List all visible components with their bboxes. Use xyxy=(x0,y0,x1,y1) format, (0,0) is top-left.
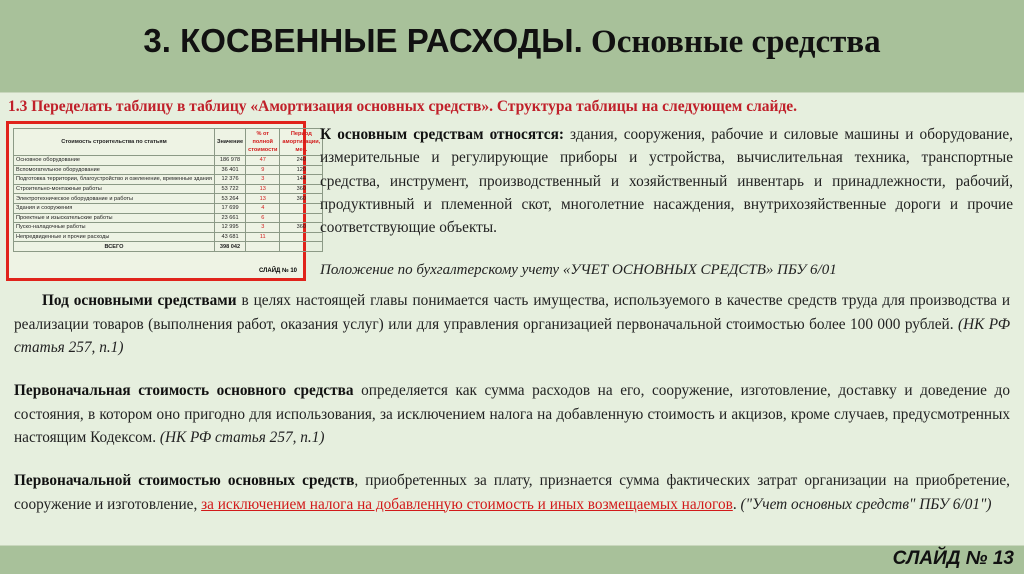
table-row xyxy=(14,203,323,213)
table-row xyxy=(14,232,323,242)
p1-text: в целях настоящей главы понимается часть имущества, используемого в качестве средств труда для производства и реализации товаров (выполнения работ, оказания услуг) или для управления организацией первоначальной стоимостью более 100 000 рублей. xyxy=(14,292,1011,333)
table-cell: Электротехническое оборудование и работы xyxy=(14,194,215,204)
table-row xyxy=(14,156,323,166)
table-cell xyxy=(280,203,323,213)
thumb-slide-label: СЛАЙД № 10 xyxy=(258,268,297,274)
p3-red-link: за исключением налога на добавленную стоимость и иных возмещаемых налогов xyxy=(201,495,733,513)
table-row xyxy=(14,165,323,175)
table-cell: 398 042 xyxy=(214,242,245,252)
th-item: Стоимость строительства по статьям xyxy=(14,129,215,156)
table-cell: 360 xyxy=(280,194,323,204)
table-cell: 12 376 xyxy=(214,175,245,185)
intro-text: здания, сооружения, рабочие и силовые машины и оборудование, измерительные и регулирующие приборы и устройства, вычислительная техника, транспортные средства, инструмент, производственный и хозяйственный инвентарь и принадлежности, рабочий, продуктивный и племенной скот, многолетние насаждения, внутрихозяйственные дороги и прочие соответствующие объекты. xyxy=(320,126,1013,237)
p2-bold: Первоначальная стоимость основного средства xyxy=(14,382,354,399)
table-cell: 47 xyxy=(246,156,280,166)
th-value: Значение xyxy=(214,129,245,156)
table-cell: 3 xyxy=(246,223,280,233)
p2-ref: (НК РФ статья 257, п.1) xyxy=(156,429,325,446)
table-row xyxy=(14,213,323,223)
table-cell: 13 xyxy=(246,184,280,194)
table-cell: 53 722 xyxy=(214,184,245,194)
table-cell: 144 xyxy=(280,175,323,185)
table-cell: Здания и сооружения xyxy=(14,203,215,213)
table-cell: Подготовка территории, благоустройство и озеленение, временные здания xyxy=(14,175,215,185)
table-cell xyxy=(280,232,323,242)
table-cell: Основное оборудование xyxy=(14,156,215,166)
slide-number: СЛАЙД № 13 xyxy=(892,548,1014,569)
table-cell: ВСЕГО xyxy=(14,242,215,252)
table-row xyxy=(14,175,323,185)
slide-title xyxy=(0,22,1024,61)
p3-bold: Первоначальной стоимостью основных средств xyxy=(14,472,355,489)
table-cell: Проектные и изыскательские работы xyxy=(14,213,215,223)
table-cell: 4 xyxy=(246,203,280,213)
cost-table xyxy=(13,128,323,252)
task-subtitle: 1.3 Переделать таблицу в таблицу «Амортизация основных средств». Структура таблицы на следующем слайде. xyxy=(8,98,798,115)
intro-paragraph xyxy=(320,123,1013,239)
table-cell: 120 xyxy=(280,165,323,175)
title-part1: 3. КОСВЕННЫЕ РАСХОДЫ. xyxy=(143,22,583,59)
table-cell xyxy=(280,242,323,252)
table-cell: Вспомогательное оборудование xyxy=(14,165,215,175)
p2-text: определяется как сумма расходов на его, сооружение, изготовление, доставку и доведение до состояния, в котором оно пригодно для использования, за исключением налога на добавленную стоимость и акцизов, кроме случаев, предусмотренных настоящим Кодексом. xyxy=(14,382,1010,446)
intro-bold: К основным средствам относятся: xyxy=(320,126,564,143)
p3-text: , приобретенных за плату, признается сумма фактических затрат организации на приобретение, сооружение и изготовление, xyxy=(14,472,1010,513)
table-cell: 3 xyxy=(246,175,280,185)
table-cell: 11 xyxy=(246,232,280,242)
th-period: Период амортизации, мес. xyxy=(280,129,323,156)
table-cell: Строительно-монтажные работы xyxy=(14,184,215,194)
table-row xyxy=(14,184,323,194)
table-cell: 186 978 xyxy=(214,156,245,166)
table-cell xyxy=(280,213,323,223)
pbu-reference: Положение по бухгалтерскому учету «УЧЕТ ОСНОВНЫХ СРЕДСТВ» ПБУ 6/01 xyxy=(320,262,837,278)
p3-ref: ("Учет основных средств" ПБУ 6/01") xyxy=(736,495,992,513)
p1-lead: Под xyxy=(42,292,74,309)
table-row xyxy=(14,223,323,233)
table-cell: 9 xyxy=(246,165,280,175)
table-cell: 17 699 xyxy=(214,203,245,213)
table-cell: Пуско-наладочные работы xyxy=(14,223,215,233)
table-cell: 53 264 xyxy=(214,194,245,204)
table-cell: 36 401 xyxy=(214,165,245,175)
p1-bold: основными средствами xyxy=(73,292,237,309)
table-total-row xyxy=(14,242,323,252)
table-cell: 43 681 xyxy=(214,232,245,242)
table-cell: 240 xyxy=(280,156,323,166)
p3-tail: . xyxy=(732,495,737,513)
th-percent: % от полной стоимости xyxy=(246,129,280,156)
table-cell: 12 995 xyxy=(214,223,245,233)
table-cell xyxy=(246,242,280,252)
table-cell: 6 xyxy=(246,213,280,223)
title-part2: Основные средства xyxy=(591,24,881,60)
content-area xyxy=(0,92,1024,546)
table-cell: 23 661 xyxy=(214,213,245,223)
paragraph-fixed-assets-definition xyxy=(14,289,1010,360)
p1-ref: (НК РФ статья 257, п.1) xyxy=(14,315,1011,356)
table-cell: 360 xyxy=(280,184,323,194)
paragraph-initial-cost xyxy=(14,379,1010,450)
table-row xyxy=(14,194,323,204)
table-thumbnail xyxy=(6,121,321,281)
table-cell: 13 xyxy=(246,194,280,204)
table-cell: 360 xyxy=(280,223,323,233)
paragraph-purchased-cost xyxy=(14,469,1010,516)
table-cell: Непредвиденные и прочие расходы xyxy=(14,232,215,242)
